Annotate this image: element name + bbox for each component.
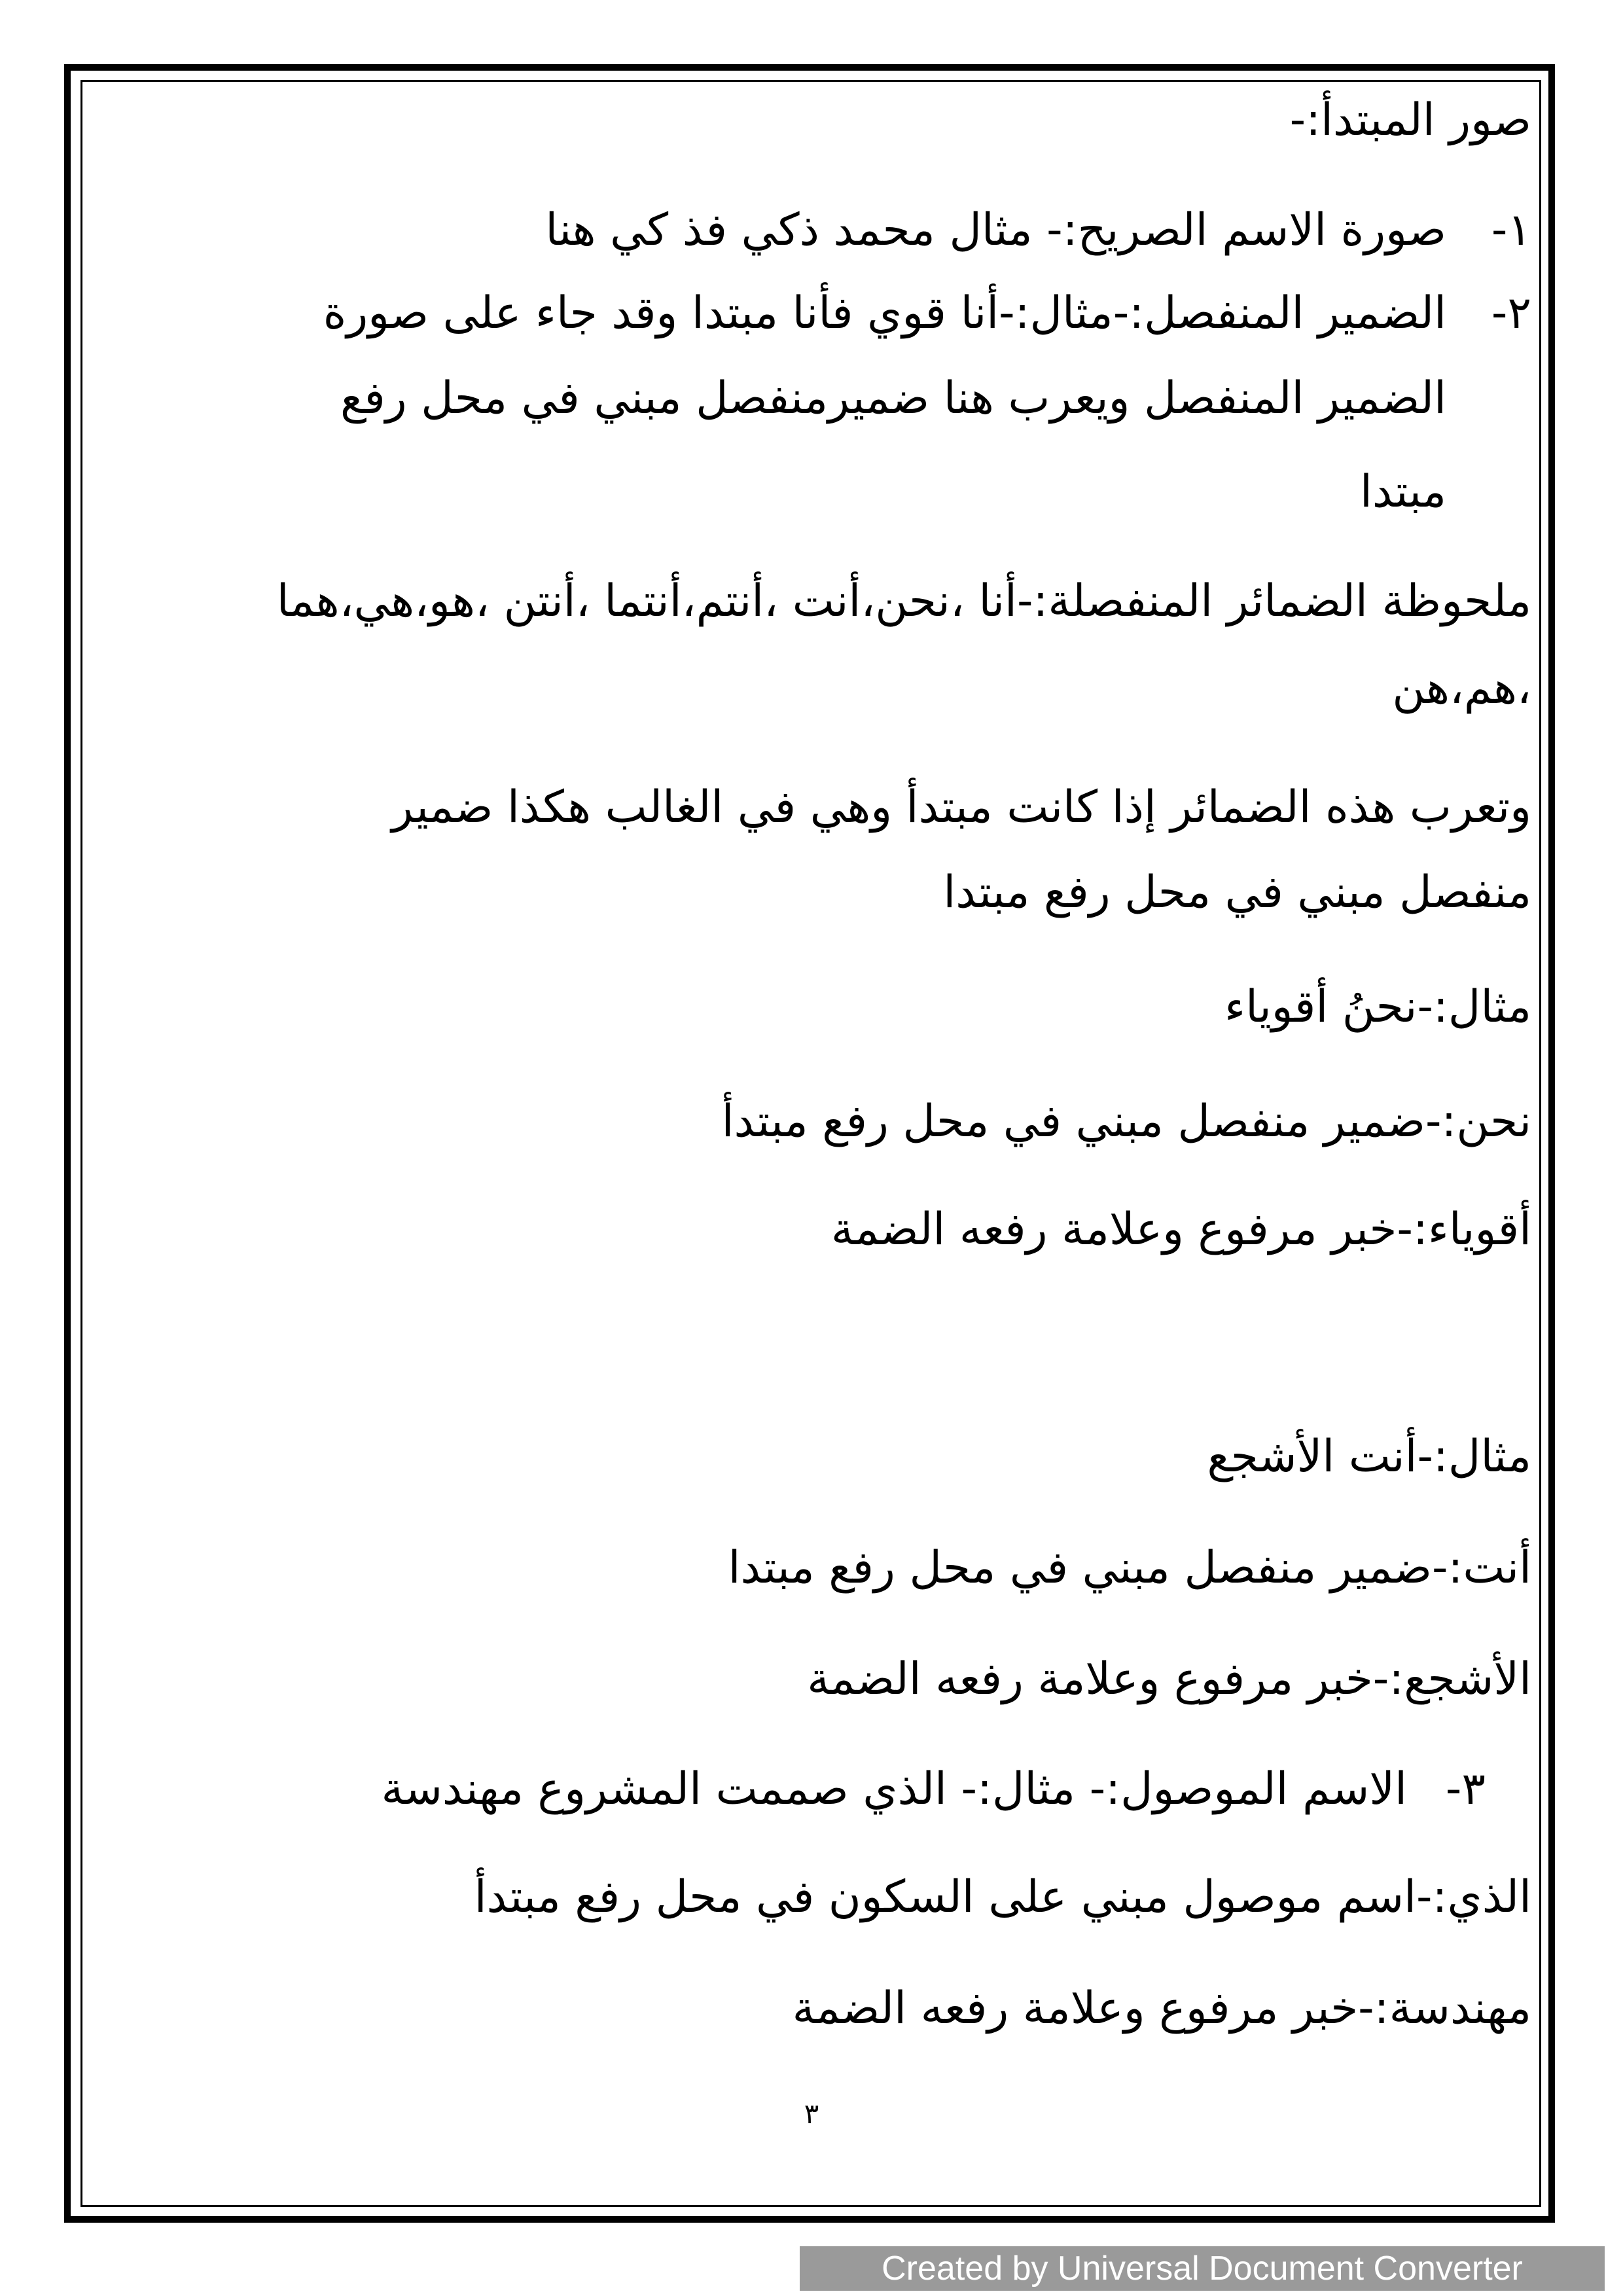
example-1-analysis-1: نحن:-ضمير منفصل مبني في محل رفع مبتدأ [721, 1096, 1531, 1147]
example-1-analysis-2: أقوياء:-خبر مرفوع وعلامة رفعه الضمة [830, 1204, 1531, 1255]
example-2-title: مثال:-أنت الأشجع [1207, 1431, 1531, 1482]
example-3-analysis-1: الذي:-اسم موصول مبني على السكون في محل رفع مبتدأ [474, 1871, 1531, 1923]
explanation-line-1: وتعرب هذه الضمائر إذا كانت مبتدأ وهي في الغالب هكذا ضمير [391, 781, 1531, 833]
heading: صور المبتدأ:- [1289, 94, 1531, 146]
watermark: Created by Universal Document Converter [800, 2246, 1605, 2291]
list-number-2: ٢- [1491, 287, 1531, 339]
page-number: ٣ [804, 2098, 819, 2130]
list-item-3-line-1: الاسم الموصول:- مثال:- الذي صممت المشروع مهندسة [381, 1763, 1407, 1815]
list-item-2-line-2: الضمير المنفصل ويعرب هنا ضميرمنفصل مبني في محل رفع [340, 372, 1446, 424]
list-item-2-line-3: مبتدا [1359, 466, 1446, 518]
explanation-line-2: منفصل مبني في محل رفع مبتدا [943, 867, 1531, 918]
list-item-1-line-1: صورة الاسم الصريح:- مثال محمد ذكي فذ كي هنا [545, 204, 1446, 256]
list-number-3: ٣- [1445, 1763, 1486, 1815]
example-3-analysis-2: مهندسة:-خبر مرفوع وعلامة رفعه الضمة [792, 1982, 1531, 2034]
example-2-analysis-1: أنت:-ضمير منفصل مبني في محل رفع مبتدا [728, 1542, 1531, 1594]
list-number-1: ١- [1491, 204, 1531, 256]
note-line-2: ،هم،هن [1392, 662, 1531, 714]
list-item-2-line-1: الضمير المنفصل:-مثال:-أنا قوي فأنا مبتدا وقد جاء على صورة [323, 287, 1446, 339]
note-line-1: ملحوظة الضمائر المنفصلة:-أنا ،نحن،أنت ،أنتم،أنتما ،أنتن ،هو،هي،هما [276, 575, 1531, 627]
example-1-title: مثال:-نحنُ أقوياء [1224, 981, 1531, 1033]
example-2-analysis-2: الأشجع:-خبر مرفوع وعلامة رفعه الضمة [807, 1653, 1531, 1705]
